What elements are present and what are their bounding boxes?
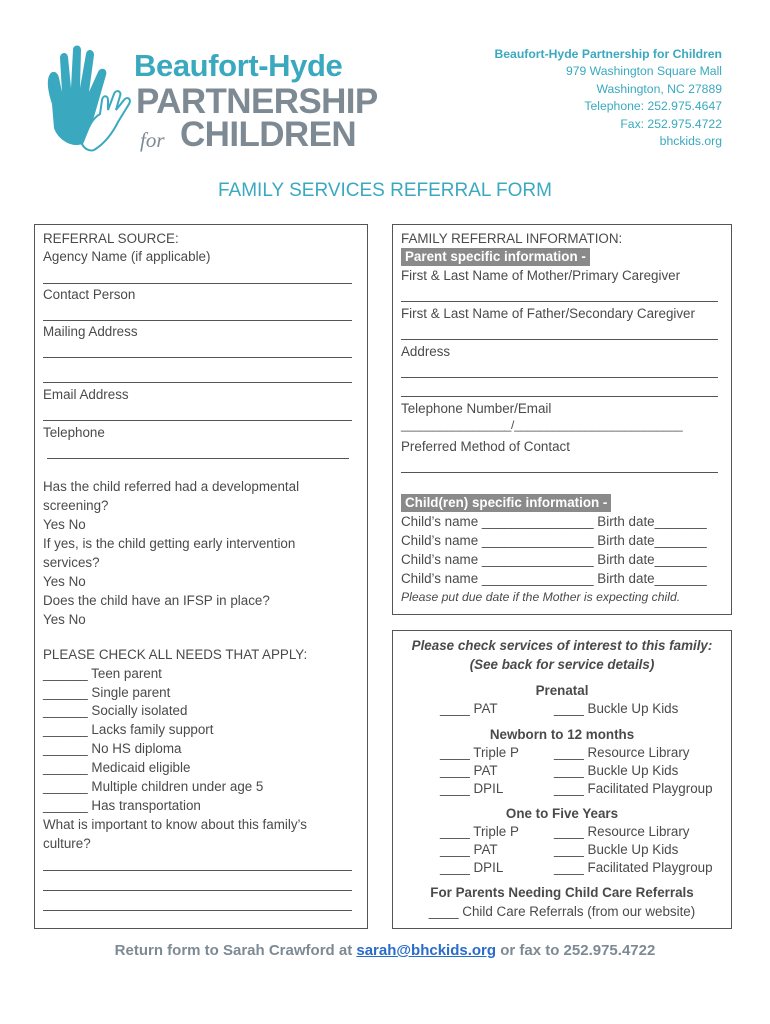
mailing-address-label: Mailing Address	[43, 324, 138, 339]
early-intervention-question-cont: services?	[43, 555, 100, 570]
contact-person-field[interactable]	[43, 320, 352, 321]
family-referral-section	[392, 224, 732, 615]
preferred-contact-label: Preferred Method of Contact	[401, 439, 570, 454]
ifsp-yes-no[interactable]: Yes No	[43, 612, 86, 627]
child-info-chip: Child(ren) specific information -	[401, 494, 611, 512]
family-address-field-1[interactable]	[401, 377, 718, 378]
referral-source-section	[34, 224, 368, 929]
newborn-pat[interactable]: ____ PAT	[440, 763, 498, 778]
father-name-field[interactable]	[401, 339, 718, 340]
contact-person-label: Contact Person	[43, 287, 136, 302]
child-row-4[interactable]: Child’s name _______________ Birth date_______	[401, 571, 707, 586]
need-item[interactable]	[43, 666, 162, 681]
telephone-field[interactable]	[47, 458, 349, 459]
need-checkbox-blank[interactable]: ______	[43, 760, 88, 775]
need-item[interactable]	[43, 798, 201, 813]
culture-question-cont: culture?	[43, 836, 91, 851]
one-to-five-heading: One to Five Years	[505, 806, 619, 821]
screening-question: Has the child referred had a developmental	[43, 479, 300, 494]
mother-name-field[interactable]	[401, 301, 718, 302]
need-label: Teen parent	[91, 666, 162, 681]
need-item[interactable]	[43, 722, 213, 737]
need-label: Socially isolated	[91, 703, 188, 718]
need-checkbox-blank[interactable]: ______	[43, 666, 88, 681]
need-checkbox-blank[interactable]: ______	[43, 779, 88, 794]
need-checkbox-blank[interactable]: ______	[43, 798, 88, 813]
need-label: Multiple children under age 5	[91, 779, 264, 794]
org-address-line2: Washington, NC 27889	[596, 81, 722, 96]
logo-children: CHILDREN	[180, 115, 357, 154]
need-label: Single parent	[91, 685, 171, 700]
screening-question-cont: screening?	[43, 498, 109, 513]
email-address-label: Email Address	[43, 387, 129, 402]
return-prefix: Return form to Sarah Crawford at	[114, 942, 357, 959]
hands-icon	[42, 44, 134, 154]
phone-email-field[interactable]: _________________/__________________________	[401, 418, 683, 432]
culture-answer-line-1[interactable]	[43, 870, 352, 871]
childcare-referrals-item[interactable]: ____ Child Care Referrals (from our website)	[428, 904, 696, 919]
need-item[interactable]	[43, 703, 187, 718]
one-to-five-triple-p[interactable]: ____ Triple P	[440, 824, 519, 839]
prenatal-pat[interactable]: ____ PAT	[440, 701, 498, 716]
logo-beaufort-hyde: Beaufort-Hyde	[134, 48, 343, 83]
return-suffix: or fax to 252.975.4722	[496, 942, 656, 959]
need-label: Lacks family support	[91, 722, 214, 737]
services-section	[392, 630, 732, 929]
preferred-contact-field[interactable]	[401, 472, 718, 473]
early-intervention-yes-no[interactable]: Yes No	[43, 574, 86, 589]
mailing-address-field-2[interactable]	[43, 382, 352, 383]
family-address-label: Address	[401, 344, 451, 359]
mother-name-label: First & Last Name of Mother/Primary Caregiver	[401, 268, 681, 283]
prenatal-buckle-up-kids[interactable]: ____ Buckle Up Kids	[554, 701, 679, 716]
phone-email-label: Telephone Number/Email	[401, 401, 552, 416]
need-checkbox-blank[interactable]: ______	[43, 703, 88, 718]
form-title: FAMILY SERVICES REFERRAL FORM	[218, 180, 552, 201]
screening-yes-no[interactable]: Yes No	[43, 517, 86, 532]
agency-name-field[interactable]	[43, 283, 352, 284]
family-referral-heading: FAMILY REFERRAL INFORMATION:	[401, 231, 623, 246]
parent-info-chip: Parent specific information -	[401, 248, 590, 266]
child-row-2[interactable]: Child’s name _______________ Birth date_______	[401, 533, 707, 548]
need-checkbox-blank[interactable]: ______	[43, 685, 88, 700]
mailing-address-field-1[interactable]	[43, 357, 352, 358]
services-subheading: (See back for service details)	[469, 657, 655, 672]
father-name-label: First & Last Name of Father/Secondary Caregiver	[401, 306, 695, 321]
telephone-label: Telephone	[43, 425, 105, 440]
need-label: Medicaid eligible	[91, 760, 191, 775]
need-label: No HS diploma	[91, 741, 182, 756]
agency-name-label: Agency Name (if applicable)	[43, 249, 211, 264]
family-address-field-2[interactable]	[401, 396, 718, 397]
due-date-note: Please put due date if the Mother is expecting child.	[401, 590, 681, 604]
one-to-five-pat[interactable]: ____ PAT	[440, 842, 498, 857]
need-item[interactable]	[43, 741, 181, 756]
childcare-heading: For Parents Needing Child Care Referrals	[430, 885, 694, 900]
logo-for: for	[140, 128, 165, 152]
need-item[interactable]	[43, 760, 190, 775]
newborn-triple-p[interactable]: ____ Triple P	[440, 745, 519, 760]
org-name: Beaufort-Hyde Partnership for Children	[494, 47, 722, 61]
early-intervention-question: If yes, is the child getting early intervention	[43, 536, 296, 551]
return-email-link[interactable]: sarah@bhckids.org	[356, 942, 497, 959]
child-row-1[interactable]: Child’s name _______________ Birth date_______	[401, 514, 707, 529]
newborn-buckle-up-kids[interactable]: ____ Buckle Up Kids	[554, 763, 679, 778]
org-website: bhckids.org	[659, 134, 722, 149]
need-checkbox-blank[interactable]: ______	[43, 722, 88, 737]
culture-answer-line-3[interactable]	[43, 910, 352, 911]
org-telephone: Telephone: 252.975.4647	[584, 99, 722, 114]
needs-heading: PLEASE CHECK ALL NEEDS THAT APPLY:	[43, 647, 308, 662]
prenatal-heading: Prenatal	[535, 683, 589, 698]
culture-answer-line-2[interactable]	[43, 890, 352, 891]
services-heading: Please check services of interest to this family:	[411, 638, 713, 653]
newborn-heading: Newborn to 12 months	[489, 727, 635, 742]
return-instructions	[0, 942, 770, 959]
need-item[interactable]	[43, 779, 263, 794]
need-item[interactable]	[43, 685, 170, 700]
org-address-line1: 979 Washington Square Mall	[565, 64, 722, 79]
child-row-3[interactable]: Child’s name _______________ Birth date_______	[401, 552, 707, 567]
newborn-facilitated-playgroup[interactable]: ____ Facilitated Playgroup	[554, 781, 713, 796]
one-to-five-buckle-up-kids[interactable]: ____ Buckle Up Kids	[554, 842, 679, 857]
one-to-five-dpil[interactable]: ____ DPIL	[440, 860, 504, 875]
referral-source-heading: REFERRAL SOURCE:	[43, 231, 179, 246]
newborn-dpil[interactable]: ____ DPIL	[440, 781, 504, 796]
one-to-five-resource-library[interactable]: ____ Resource Library	[554, 824, 690, 839]
one-to-five-facilitated-playgroup[interactable]: ____ Facilitated Playgroup	[554, 860, 713, 875]
need-label: Has transportation	[91, 798, 201, 813]
email-address-field[interactable]	[43, 420, 352, 421]
newborn-resource-library[interactable]: ____ Resource Library	[554, 745, 690, 760]
organization-contact-block	[494, 46, 722, 150]
ifsp-question: Does the child have an IFSP in place?	[43, 593, 270, 608]
partnership-logo	[42, 44, 382, 156]
need-checkbox-blank[interactable]: ______	[43, 741, 88, 756]
org-fax: Fax: 252.975.4722	[620, 116, 722, 131]
culture-question: What is important to know about this family’s	[43, 817, 307, 832]
logo-partnership: PARTNERSHIP	[136, 82, 378, 121]
